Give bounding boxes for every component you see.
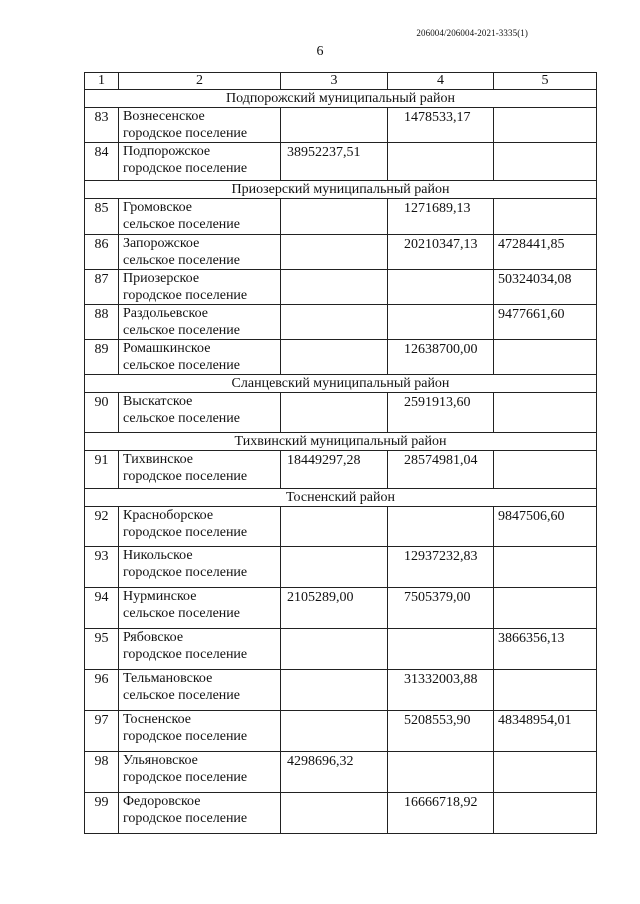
row-number: 90 <box>85 393 119 433</box>
row-number: 96 <box>85 670 119 711</box>
settlement-name <box>119 711 281 752</box>
row-number: 86 <box>85 235 119 270</box>
table-row <box>85 547 597 588</box>
value-col-4: 16666718,92 <box>388 793 494 834</box>
value-col-4 <box>388 629 494 670</box>
value-col-4: 1271689,13 <box>388 199 494 235</box>
value-col-5 <box>494 143 597 181</box>
value-col-3 <box>281 108 388 143</box>
value-col-4 <box>388 507 494 547</box>
settlement-name-line1: Вознесенское <box>123 109 205 124</box>
value-col-3: 2105289,00 <box>281 588 388 629</box>
row-number: 89 <box>85 340 119 375</box>
settlement-type-line2: городское поселение <box>123 469 248 484</box>
value-col-4 <box>388 143 494 181</box>
document-id: 206004/206004-2021-3335(1) <box>416 28 528 38</box>
value-col-3 <box>281 305 388 340</box>
table-header-row <box>85 73 597 90</box>
table-row <box>85 305 597 340</box>
settlement-name-line1: Рябовское <box>123 630 184 645</box>
settlement-name <box>119 270 281 305</box>
settlement-name <box>119 507 281 547</box>
value-col-4 <box>388 752 494 793</box>
table-row <box>85 588 597 629</box>
settlement-name-line1: Тихвинское <box>123 452 193 467</box>
settlement-name-line1: Раздольевское <box>123 306 209 321</box>
column-header: 3 <box>281 73 388 90</box>
settlement-type-line2: сельское поселение <box>123 323 240 338</box>
settlement-name-line1: Тельмановское <box>123 671 213 686</box>
value-col-3: 4298696,32 <box>281 752 388 793</box>
table-row <box>85 108 597 143</box>
value-col-5 <box>494 108 597 143</box>
row-number: 84 <box>85 143 119 181</box>
district-header-row <box>85 181 597 199</box>
settlement-type-line2: сельское поселение <box>123 411 240 426</box>
settlement-name <box>119 670 281 711</box>
value-col-4: 20210347,13 <box>388 235 494 270</box>
settlement-type-line2: городское поселение <box>123 811 248 826</box>
value-col-4: 7505379,00 <box>388 588 494 629</box>
column-header: 4 <box>388 73 494 90</box>
column-header: 1 <box>85 73 119 90</box>
settlement-name-line1: Ромашкинское <box>123 341 211 356</box>
settlement-type-line2: городское поселение <box>123 729 248 744</box>
value-col-5: 48348954,01 <box>494 711 597 752</box>
table-row <box>85 393 597 433</box>
value-col-5: 50324034,08 <box>494 270 597 305</box>
settlement-name <box>119 752 281 793</box>
value-col-5: 9847506,60 <box>494 507 597 547</box>
settlement-name <box>119 305 281 340</box>
district-title: Приозерский муниципальный район <box>85 181 597 199</box>
settlement-name <box>119 588 281 629</box>
value-col-5 <box>494 752 597 793</box>
district-header-row <box>85 489 597 507</box>
value-col-4: 1478533,17 <box>388 108 494 143</box>
table-row <box>85 451 597 489</box>
settlement-name <box>119 235 281 270</box>
row-number: 87 <box>85 270 119 305</box>
settlement-type-line2: городское поселение <box>123 647 248 662</box>
value-col-3 <box>281 235 388 270</box>
value-col-4: 2591913,60 <box>388 393 494 433</box>
settlement-name <box>119 340 281 375</box>
value-col-5 <box>494 588 597 629</box>
row-number: 83 <box>85 108 119 143</box>
settlement-type-line2: городское поселение <box>123 770 248 785</box>
value-col-5 <box>494 670 597 711</box>
table-row <box>85 143 597 181</box>
settlement-type-line2: сельское поселение <box>123 606 240 621</box>
row-number: 91 <box>85 451 119 489</box>
value-col-4: 12638700,00 <box>388 340 494 375</box>
row-number: 97 <box>85 711 119 752</box>
district-title: Тосненский район <box>85 489 597 507</box>
settlement-name-line1: Красноборское <box>123 508 214 523</box>
value-col-4: 31332003,88 <box>388 670 494 711</box>
value-col-4 <box>388 305 494 340</box>
settlement-name <box>119 199 281 235</box>
settlement-name-line1: Громовское <box>123 200 193 215</box>
district-header-row <box>85 375 597 393</box>
table-row <box>85 235 597 270</box>
settlement-type-line2: городское поселение <box>123 126 248 141</box>
settlement-name-line1: Приозерское <box>123 271 200 286</box>
value-col-3 <box>281 340 388 375</box>
settlement-type-line2: сельское поселение <box>123 253 240 268</box>
settlement-name <box>119 108 281 143</box>
value-col-4: 5208553,90 <box>388 711 494 752</box>
settlement-name-line1: Никольское <box>123 548 193 563</box>
table-row <box>85 793 597 834</box>
table-row <box>85 340 597 375</box>
row-number: 99 <box>85 793 119 834</box>
table-row <box>85 670 597 711</box>
table-row <box>85 629 597 670</box>
settlement-type-line2: городское поселение <box>123 525 248 540</box>
value-col-3 <box>281 793 388 834</box>
settlement-name <box>119 629 281 670</box>
value-col-3 <box>281 199 388 235</box>
value-col-5 <box>494 451 597 489</box>
value-col-3 <box>281 393 388 433</box>
row-number: 94 <box>85 588 119 629</box>
page-number: 6 <box>316 44 324 59</box>
data-table <box>84 72 597 834</box>
settlement-name-line1: Тосненское <box>123 712 191 727</box>
settlement-type-line2: городское поселение <box>123 288 248 303</box>
settlement-type-line2: городское поселение <box>123 565 248 580</box>
settlement-type-line2: сельское поселение <box>123 688 240 703</box>
value-col-4 <box>388 270 494 305</box>
value-col-3 <box>281 670 388 711</box>
value-col-5 <box>494 793 597 834</box>
table-row <box>85 199 597 235</box>
settlement-name-line1: Запорожское <box>123 236 200 251</box>
settlement-name-line1: Ульяновское <box>123 753 198 768</box>
district-header-row <box>85 90 597 108</box>
value-col-5: 3866356,13 <box>494 629 597 670</box>
settlement-type-line2: городское поселение <box>123 161 248 176</box>
district-header-row <box>85 433 597 451</box>
settlement-name-line1: Нурминское <box>123 589 197 604</box>
value-col-3 <box>281 711 388 752</box>
column-header: 2 <box>119 73 281 90</box>
settlement-name <box>119 793 281 834</box>
value-col-4: 28574981,04 <box>388 451 494 489</box>
table-row <box>85 270 597 305</box>
value-col-5 <box>494 393 597 433</box>
value-col-3 <box>281 547 388 588</box>
row-number: 95 <box>85 629 119 670</box>
district-title: Тихвинский муниципальный район <box>85 433 597 451</box>
district-title: Сланцевский муниципальный район <box>85 375 597 393</box>
row-number: 92 <box>85 507 119 547</box>
value-col-5 <box>494 199 597 235</box>
value-col-3: 18449297,28 <box>281 451 388 489</box>
settlement-name <box>119 143 281 181</box>
settlement-name-line1: Федоровское <box>123 794 201 809</box>
value-col-4: 12937232,83 <box>388 547 494 588</box>
value-col-5 <box>494 547 597 588</box>
column-header: 5 <box>494 73 597 90</box>
row-number: 85 <box>85 199 119 235</box>
value-col-3 <box>281 507 388 547</box>
value-col-5: 9477661,60 <box>494 305 597 340</box>
table-row <box>85 711 597 752</box>
table-row <box>85 507 597 547</box>
settlement-name <box>119 451 281 489</box>
settlement-type-line2: сельское поселение <box>123 217 240 232</box>
settlement-name-line1: Выскатское <box>123 394 193 409</box>
value-col-3 <box>281 629 388 670</box>
settlement-type-line2: сельское поселение <box>123 358 240 373</box>
value-col-3 <box>281 270 388 305</box>
row-number: 98 <box>85 752 119 793</box>
value-col-3: 38952237,51 <box>281 143 388 181</box>
row-number: 93 <box>85 547 119 588</box>
settlement-name-line1: Подпорожское <box>123 144 211 159</box>
value-col-5 <box>494 340 597 375</box>
settlement-name <box>119 547 281 588</box>
value-col-5: 4728441,85 <box>494 235 597 270</box>
table-row <box>85 752 597 793</box>
settlement-name <box>119 393 281 433</box>
row-number: 88 <box>85 305 119 340</box>
district-title: Подпорожский муниципальный район <box>85 90 597 108</box>
